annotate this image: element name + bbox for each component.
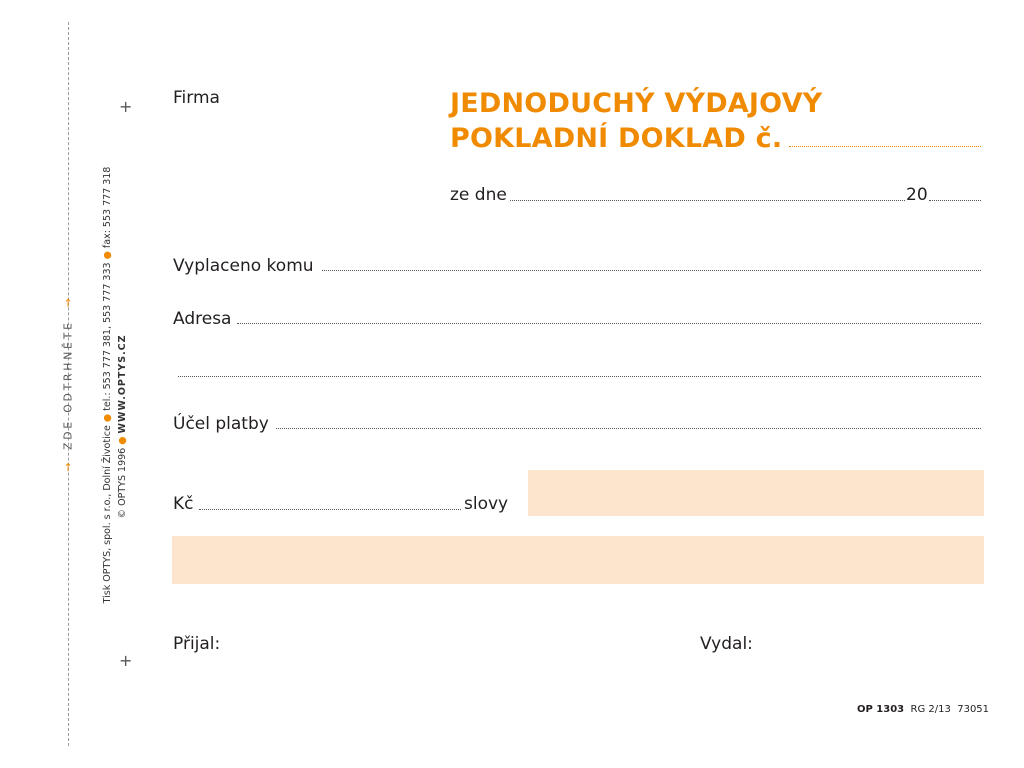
form-code	[857, 704, 989, 715]
address-label: Adresa	[173, 309, 232, 329]
form-code-number: OP 1303	[857, 704, 905, 715]
form-serial: 73051	[957, 704, 990, 715]
document-number-field[interactable]	[789, 146, 981, 147]
recipient-label: Vyplaceno komu	[173, 256, 314, 276]
form-revision: RG 2/13	[910, 704, 951, 715]
document-title-line-2: POKLADNÍ DOKLAD č.	[450, 123, 783, 154]
year-field[interactable]	[929, 200, 981, 201]
imprint-line-1	[100, 167, 115, 604]
crop-mark-bottom: +	[119, 651, 133, 670]
tear-off-instruction	[58, 300, 78, 470]
document-title-line-1: JEDNODUCHÝ VÝDAJOVÝ	[450, 88, 823, 119]
printer-imprint	[96, 155, 134, 615]
imprint-line-2	[115, 167, 130, 604]
issued-by-label: Vydal:	[700, 634, 753, 654]
imprint-company: Tisk OPTYS, spol. s r.o., Dolní Životice	[102, 425, 113, 604]
bullet-icon: ●	[117, 436, 128, 445]
crop-mark-top: +	[119, 97, 133, 116]
purpose-label: Účel platby	[173, 414, 269, 434]
bullet-icon: ●	[102, 413, 113, 423]
date-label: ze dne	[450, 185, 507, 205]
tear-off-text: ZDE ODTRHNĚTE	[62, 320, 75, 450]
amount-in-words-field-continued[interactable]	[172, 536, 984, 584]
arrow-right-icon: →	[61, 462, 75, 472]
amount-field[interactable]	[199, 509, 461, 510]
imprint-website: WWW.OPTYS.CZ	[117, 334, 128, 434]
imprint-phone: tel.: 553 777 381, 553 777 333	[102, 262, 113, 411]
purpose-field[interactable]	[276, 428, 981, 429]
address-field-line-1[interactable]	[237, 323, 981, 324]
year-prefix: 20	[906, 185, 928, 205]
words-label: slovy	[464, 494, 509, 514]
bullet-icon: ●	[102, 251, 113, 260]
arrow-right-icon: →	[61, 298, 75, 308]
imprint-copyright: © OPTYS 1996	[117, 447, 128, 519]
amount-label: Kč	[173, 494, 194, 514]
amount-in-words-field[interactable]	[528, 470, 984, 516]
received-by-label: Přijal:	[173, 634, 221, 654]
date-field[interactable]	[510, 200, 905, 201]
address-field-line-2[interactable]	[178, 376, 981, 377]
recipient-field[interactable]	[322, 270, 981, 271]
imprint-fax: fax: 553 777 318	[102, 166, 113, 249]
firma-label: Firma	[173, 88, 220, 108]
